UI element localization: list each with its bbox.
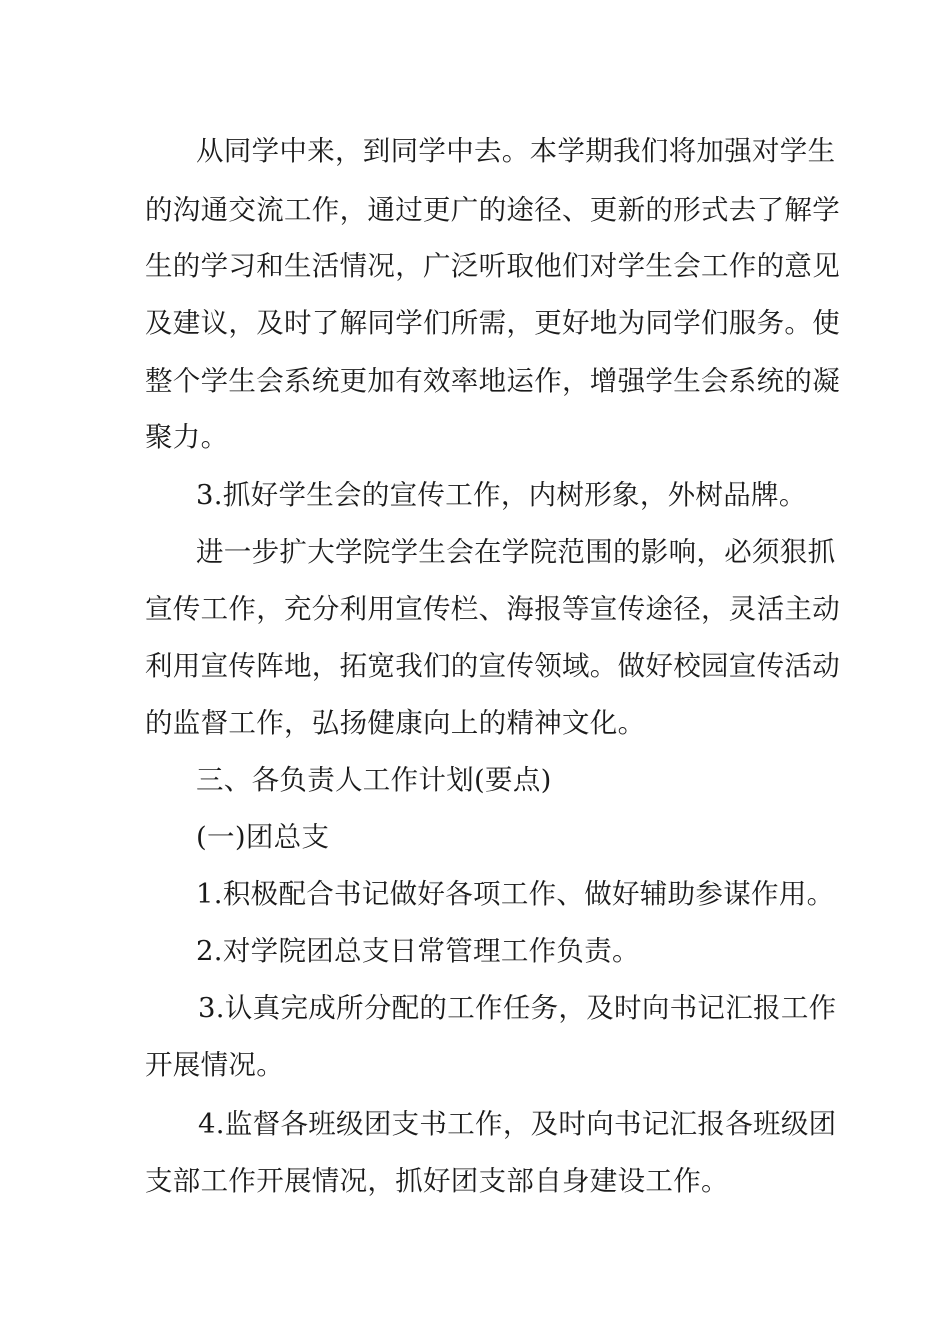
section-heading: 3.抓好学生会的宣传工作，内树形象，外树品牌。 — [196, 479, 807, 511]
list-item-continuation: 开展情况。 — [145, 1049, 284, 1081]
paragraph-line: 宣传工作，充分利用宣传栏、海报等宣传途径，灵活主动 — [145, 593, 840, 625]
list-item: 4.监督各班级团支书工作，及时向书记汇报各班级团 — [198, 1108, 837, 1140]
list-item: 1.积极配合书记做好各项工作、做好辅助参谋作用。 — [196, 878, 835, 910]
paragraph-line: 整个学生会系统更加有效率地运作，增强学生会系统的凝 — [145, 365, 840, 397]
paragraph-line: 生的学习和生活情况，广泛听取他们对学生会工作的意见 — [145, 250, 840, 282]
list-item-continuation: 支部工作开展情况，抓好团支部自身建设工作。 — [145, 1165, 729, 1197]
subsection-heading: (一)团总支 — [196, 821, 330, 853]
paragraph-line: 利用宣传阵地，拓宽我们的宣传领域。做好校园宣传活动 — [145, 650, 840, 682]
list-item: 3.认真完成所分配的工作任务，及时向书记汇报工作 — [198, 992, 837, 1024]
paragraph-line: 进一步扩大学院学生会在学院范围的影响，必须狠抓 — [196, 536, 836, 568]
paragraph-line: 聚力。 — [145, 421, 229, 453]
paragraph-line: 的监督工作，弘扬健康向上的精神文化。 — [145, 707, 646, 739]
list-item: 2.对学院团总支日常管理工作负责。 — [196, 935, 640, 967]
paragraph-line: 的沟通交流工作，通过更广的途径、更新的形式去了解学 — [145, 194, 840, 226]
section-heading: 三、各负责人工作计划(要点) — [196, 764, 552, 796]
paragraph-line: 从同学中来，到同学中去。本学期我们将加强对学生 — [196, 135, 836, 167]
paragraph-line: 及建议，及时了解同学们所需，更好地为同学们服务。使 — [145, 307, 840, 339]
